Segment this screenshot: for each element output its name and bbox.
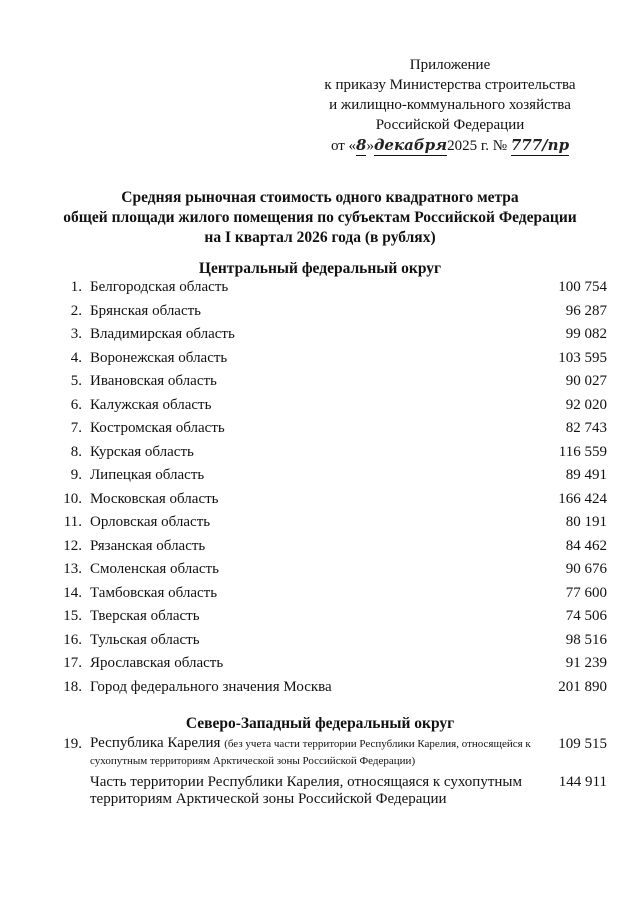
region-value: 96 287 xyxy=(565,302,607,319)
region-value: 116 559 xyxy=(558,443,607,460)
region-name: Ивановская область xyxy=(90,373,217,389)
region-name: Московская область xyxy=(90,490,219,507)
region-value: 90 027 xyxy=(565,373,607,389)
appendix-block xyxy=(300,55,600,156)
region-name: Калужская область xyxy=(90,396,212,413)
region-name-with-note xyxy=(90,735,545,769)
region-name: Тверская область xyxy=(90,608,200,624)
region-name: Воронежская область xyxy=(90,349,228,366)
region-value: 98 516 xyxy=(565,631,607,648)
section-heading-central: Центральный федеральный округ xyxy=(198,260,442,277)
row-number: 16. xyxy=(63,631,82,648)
region-value: 99 082 xyxy=(565,326,607,342)
row-number: 15. xyxy=(63,608,82,624)
region-name: Белгородская область xyxy=(90,279,229,295)
region-value: 201 890 xyxy=(558,678,607,695)
region-name: Владимирская область xyxy=(90,326,235,342)
title-line: Средняя рыночная стоимость одного квадратного метра xyxy=(121,189,519,206)
title-line: на I квартал 2026 года (в рублях) xyxy=(204,229,436,246)
appendix-heading: Приложение xyxy=(409,57,491,73)
region-value: 109 515 xyxy=(558,736,607,752)
date-prefix: от « xyxy=(330,138,357,154)
region-name: Город федерального значения Москва xyxy=(90,678,332,695)
row-number: 5. xyxy=(70,373,82,389)
row-number: 2. xyxy=(70,302,82,319)
document-title xyxy=(40,188,600,248)
region-value: 84 462 xyxy=(565,537,607,554)
row-number: 18. xyxy=(63,678,82,695)
region-value: 77 600 xyxy=(565,584,607,601)
title-line: общей площади жилого помещения по субъектам Российской Федерации xyxy=(63,209,577,226)
region-name: Липецкая область xyxy=(90,467,205,483)
date-month: декабря xyxy=(373,136,448,154)
region-value: 103 595 xyxy=(558,349,607,366)
row-number: 1. xyxy=(70,279,82,295)
row-number: 7. xyxy=(70,420,82,436)
region-value: 89 491 xyxy=(565,467,607,483)
section-heading-northwest: Северо-Западный федеральный округ xyxy=(185,715,455,732)
date-day: 8 xyxy=(356,136,367,154)
region-value: 100 754 xyxy=(558,279,607,295)
date-year: 2025 г. № xyxy=(447,138,508,154)
region-name: Республика Карелия xyxy=(90,735,221,751)
row-number: 13. xyxy=(63,561,82,577)
region-name: Костромская область xyxy=(90,420,225,436)
region-name: Брянская область xyxy=(90,302,202,319)
region-name: Тульская область xyxy=(90,631,200,648)
appendix-line: и жилищно-коммунального хозяйства xyxy=(329,97,571,113)
appendix-line: к приказу Министерства строительства xyxy=(324,77,576,93)
row-number: 19. xyxy=(63,736,82,752)
region-value: 92 020 xyxy=(565,396,607,413)
order-number: 777/пр xyxy=(510,136,570,154)
region-name: Курская область xyxy=(90,443,194,460)
row-number: 4. xyxy=(70,349,82,366)
region-name: Тамбовская область xyxy=(90,584,218,601)
row-number: 10. xyxy=(63,490,82,507)
region-value: 74 506 xyxy=(565,608,607,624)
appendix-line: Российской Федерации xyxy=(375,117,525,133)
row-number: 9. xyxy=(70,467,82,483)
region-value: 80 191 xyxy=(565,514,607,530)
region-value: 90 676 xyxy=(565,561,607,577)
region-value: 144 911 xyxy=(558,774,607,790)
region-name: Смоленская область xyxy=(90,561,219,577)
date-sep: » xyxy=(366,138,374,154)
row-number: 8. xyxy=(70,443,82,460)
row-number: 3. xyxy=(70,326,82,342)
region-name: Часть территории Республики Карелия, относящаяся к сухопутным территориям Арктической зоны Российской Федерации xyxy=(90,774,522,807)
region-value: 166 424 xyxy=(558,490,607,507)
row-number: 12. xyxy=(63,537,82,554)
row-number: 6. xyxy=(70,396,82,413)
region-value: 82 743 xyxy=(565,420,607,436)
region-note: (без учета части территории Республики Карелия, относящейся к сухопутным территориям Арктической зоны Российской Федерации) xyxy=(90,738,531,767)
order-date-line xyxy=(300,135,600,156)
region-name: Ярославская область xyxy=(90,655,224,671)
region-value: 91 239 xyxy=(565,655,607,671)
region-name: Орловская область xyxy=(90,514,211,530)
region-name: Рязанская область xyxy=(90,537,206,554)
row-number: 14. xyxy=(63,584,82,601)
row-number: 17. xyxy=(63,655,82,671)
row-number: 11. xyxy=(63,514,82,530)
